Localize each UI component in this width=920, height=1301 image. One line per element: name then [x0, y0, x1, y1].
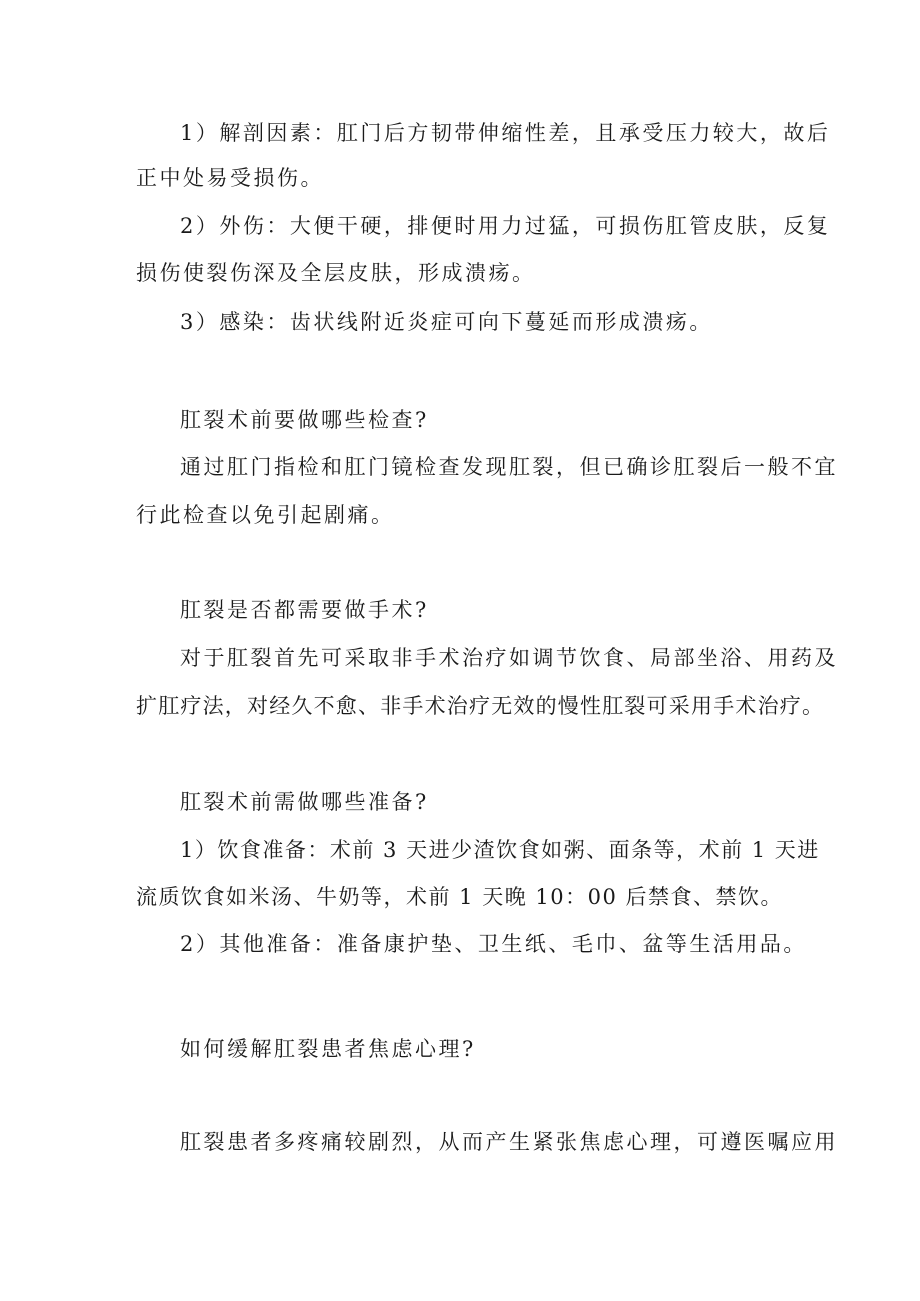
cause-anatomy-line-1: 1）解剖因素：肛门后方韧带伸缩性差，且承受压力较大，故后 [180, 121, 831, 145]
exam-question: 肛裂术前要做哪些检查? [180, 408, 429, 432]
prep-diet-line-2: 流质饮食如米汤、牛奶等，术前 1 天晚 10：00 后禁食、禁饮。 [136, 885, 784, 909]
prep-diet-line-1: 1）饮食准备：术前 3 天进少渣饮食如粥、面条等，术前 1 天进 [180, 838, 820, 862]
cause-infection-line: 3）感染：齿状线附近炎症可向下蔓延而形成溃疡。 [180, 310, 713, 334]
anxiety-answer-line-1: 肛裂患者多疼痛较剧烈，从而产生紧张焦虑心理，可遵医嘱应用 [180, 1130, 838, 1154]
cause-trauma-line-1: 2）外伤：大便干硬，排便时用力过猛，可损伤肛管皮肤，反复 [180, 214, 831, 238]
surgery-question: 肛裂是否都需要做手术? [180, 598, 429, 622]
exam-answer-line-1: 通过肛门指检和肛门镜检查发现肛裂，但已确诊肛裂后一般不宜 [180, 455, 838, 479]
cause-anatomy-line-2: 正中处易受损伤。 [136, 166, 324, 190]
prep-question: 肛裂术前需做哪些准备? [180, 790, 429, 814]
anxiety-question: 如何缓解肛裂患者焦虑心理? [180, 1037, 476, 1061]
prep-other-line: 2）其他准备：准备康护垫、卫生纸、毛巾、盆等生活用品。 [180, 932, 807, 956]
surgery-answer-line-2: 扩肛疗法，对经久不愈、非手术治疗无效的慢性肛裂可采用手术治疗。 [136, 694, 825, 718]
exam-answer-line-2: 行此检查以免引起剧痛。 [136, 503, 395, 527]
cause-trauma-line-2: 损伤使裂伤深及全层皮肤，形成溃疡。 [136, 261, 536, 285]
surgery-answer-line-1: 对于肛裂首先可采取非手术治疗如调节饮食、局部坐浴、用药及 [180, 646, 838, 670]
